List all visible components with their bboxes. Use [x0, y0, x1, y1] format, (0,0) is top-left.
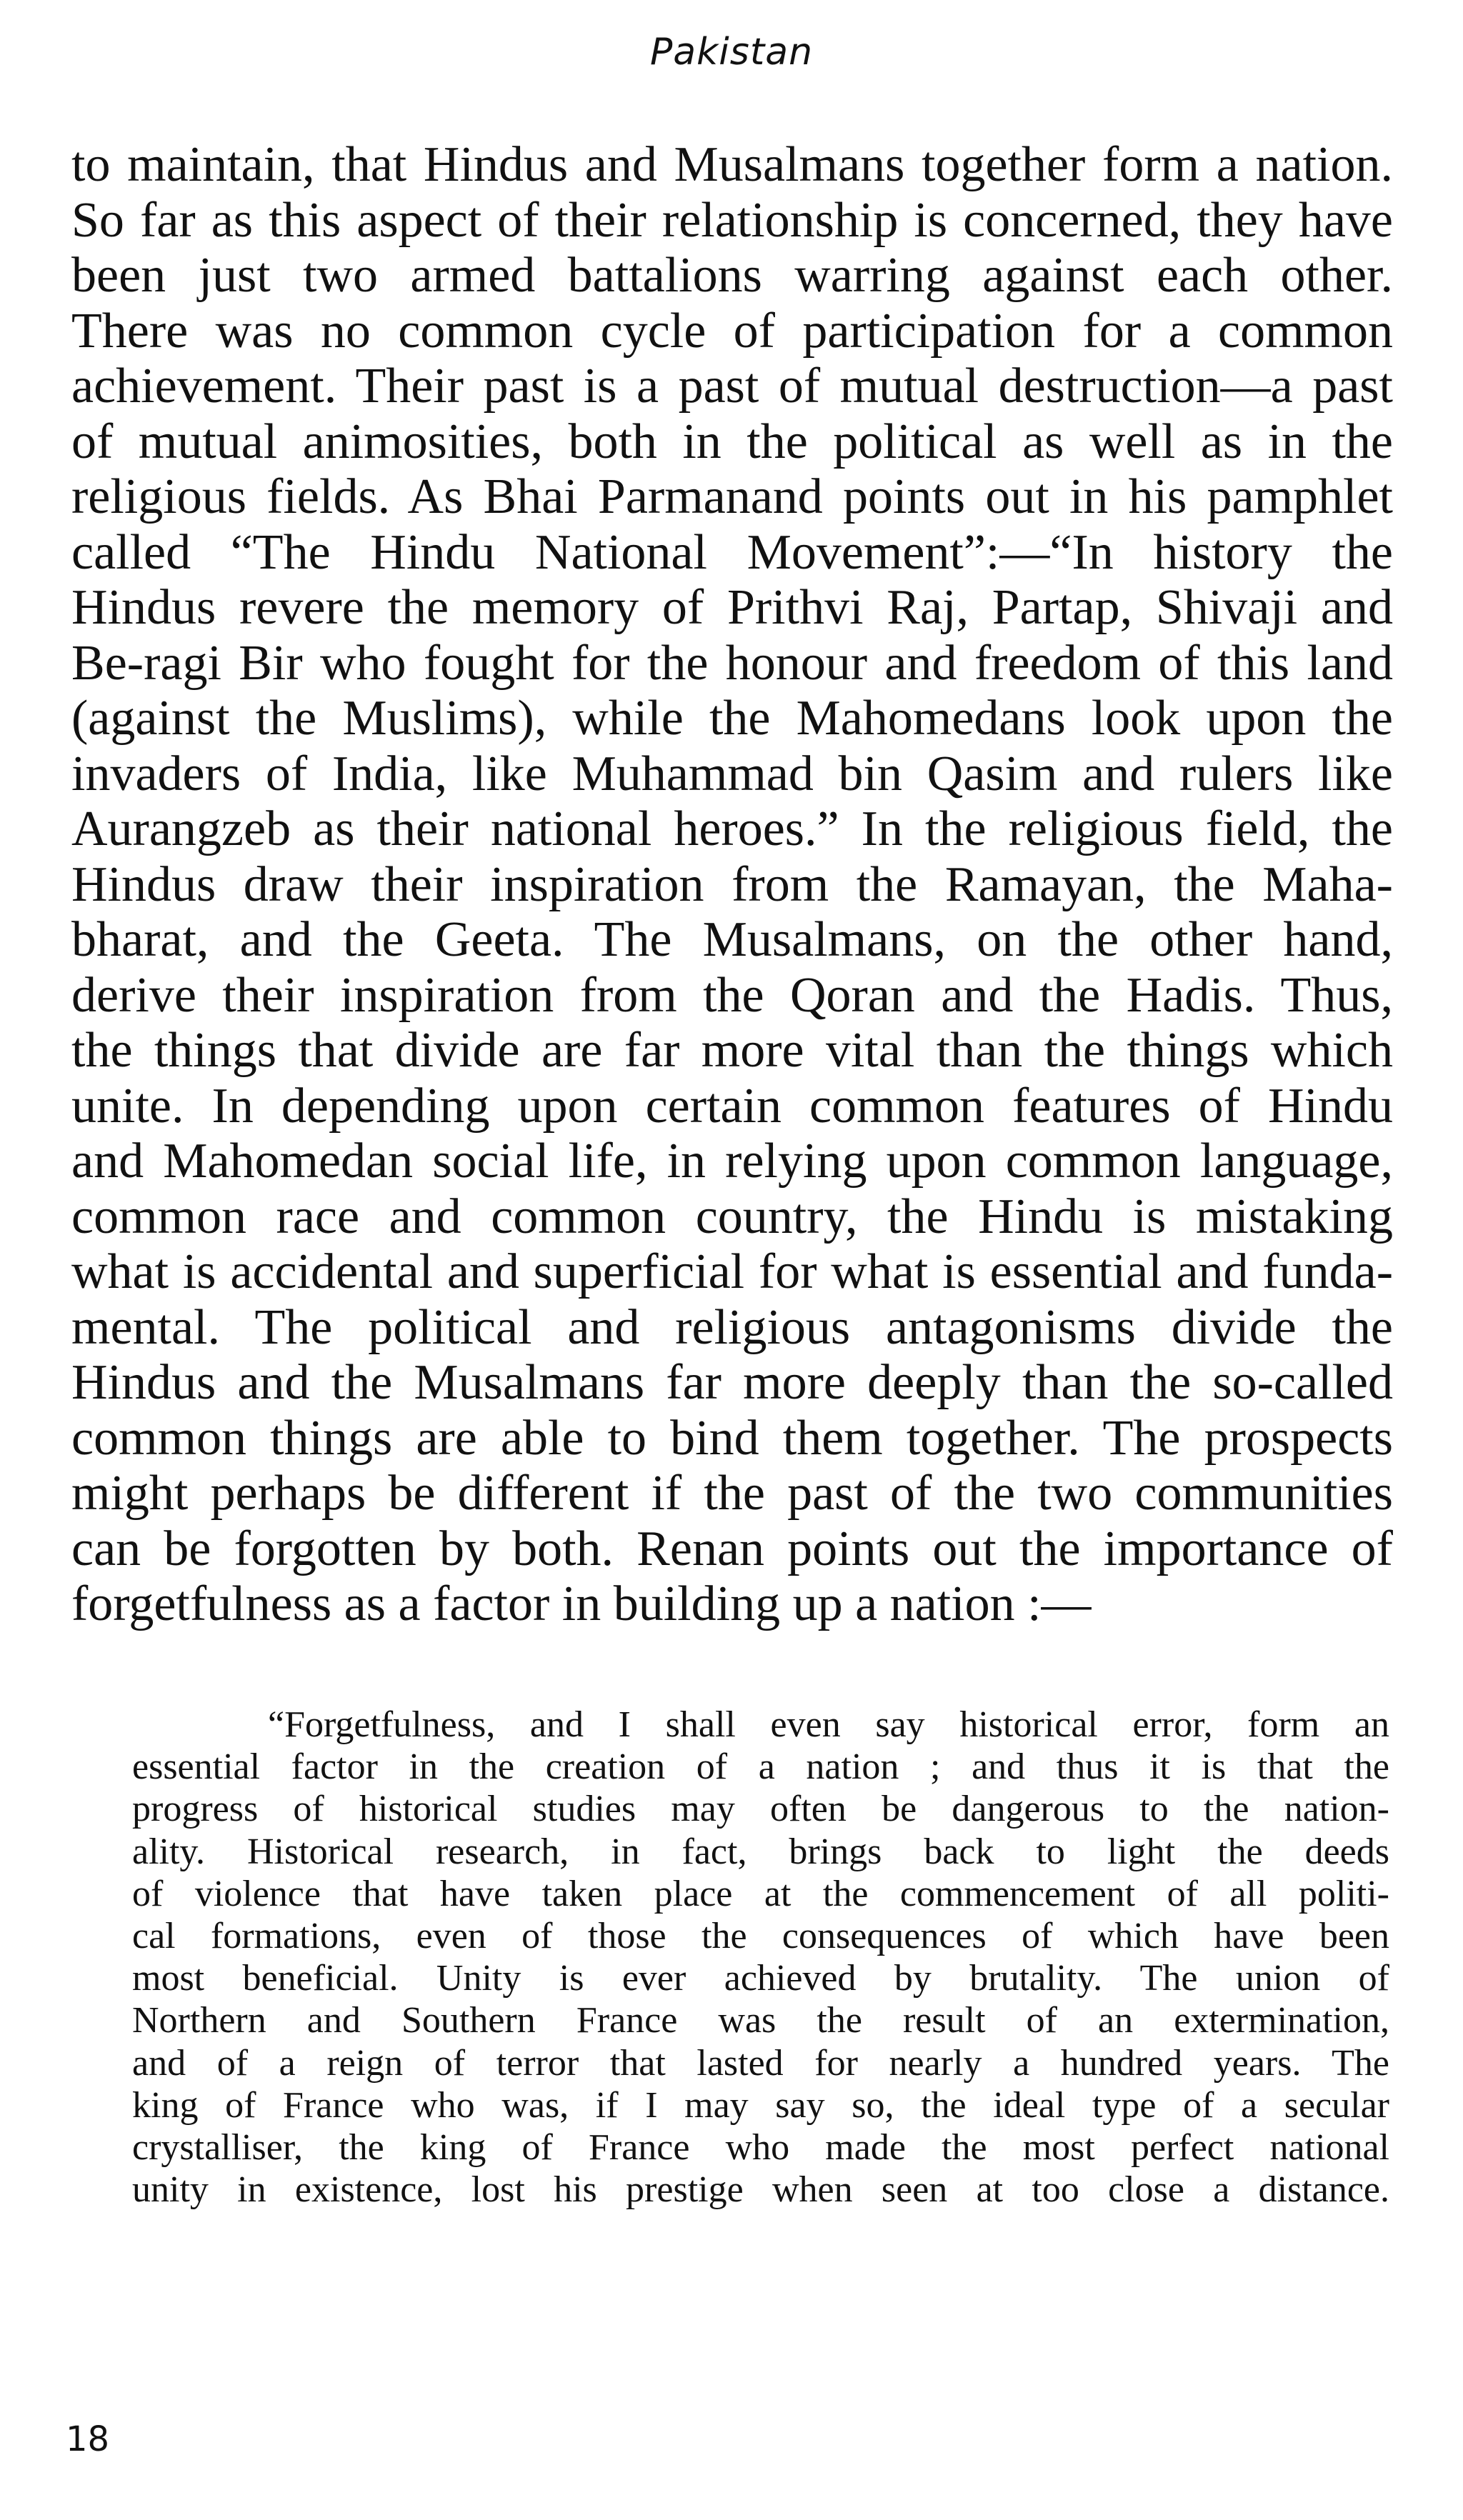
quote-line: Northern and Southern France was the result of an extermination, — [132, 2000, 1389, 2041]
body-line: bharat, and the Geeta. The Musalmans, on the other hand, — [71, 912, 1393, 967]
body-line: (against the Muslims), while the Mahomedans look upon the — [71, 691, 1393, 746]
body-paragraph — [71, 137, 1393, 1632]
body-line: to maintain, that Hindus and Musalmans together form a nation. — [71, 137, 1393, 192]
body-line: unite. In depending upon certain common features of Hindu — [71, 1078, 1393, 1134]
body-line: There was no common cycle of participation for a common — [71, 303, 1393, 359]
quote-line: essential factor in the creation of a nation ; and thus it is that the — [132, 1746, 1389, 1788]
body-line: been just two armed battalions warring against each other. — [71, 248, 1393, 303]
body-line: derive their inspiration from the Qoran and the Hadis. Thus, — [71, 967, 1393, 1023]
quote-line: progress of historical studies may often be dangerous to the nation- — [132, 1789, 1389, 1830]
body-line: and Mahomedan social life, in relying upon common language, — [71, 1134, 1393, 1189]
quote-line: most beneficial. Unity is ever achieved by brutality. The union of — [132, 1958, 1389, 1999]
body-line: Hindus and the Musalmans far more deeply than the so-called — [71, 1355, 1393, 1410]
body-line: So far as this aspect of their relationship is concerned, they have — [71, 192, 1393, 248]
quote-line: crystalliser, the king of France who made the most perfect national — [132, 2126, 1389, 2168]
block-quote — [132, 1704, 1389, 2211]
running-head: Pakistan — [649, 31, 814, 74]
quote-line: cal formations, even of those the consequences of which have been — [132, 1915, 1389, 1956]
body-line: Hindus revere the memory of Prithvi Raj, Partap, Shivaji and — [71, 580, 1393, 635]
body-line: common race and common country, the Hindu is mistaking — [71, 1189, 1393, 1244]
quote-line: unity in existence, lost his prestige when seen at too close a distance. — [132, 2169, 1389, 2211]
quote-line: ality. Historical research, in fact, brings back to light the deeds — [132, 1831, 1389, 1872]
quote-line: “Forgetfulness, and I shall even say historical error, form an — [268, 1704, 1389, 1745]
body-line: achievement. Their past is a past of mutual destruction—a past — [71, 359, 1393, 414]
body-line: what is accidental and superficial for what is essential and funda- — [71, 1244, 1393, 1299]
body-line: Be-ragi Bir who fought for the honour and freedom of this land — [71, 635, 1393, 691]
body-line: common things are able to bind them together. The prospects — [71, 1410, 1393, 1466]
body-line: can be forgotten by both. Renan points out the importance of — [71, 1521, 1393, 1576]
body-line: Aurangzeb as their national heroes.” In the religious field, the — [71, 801, 1393, 856]
quote-line: king of France who was, if I may say so, the ideal type of a secular — [132, 2084, 1389, 2126]
body-line: religious fields. As Bhai Parmanand points out in his pamphlet — [71, 469, 1393, 524]
body-line: of mutual animosities, both in the political as well as in the — [71, 414, 1393, 469]
body-line: Hindus draw their inspiration from the Ramayan, the Maha- — [71, 856, 1393, 912]
body-line: forgetfulness as a factor in building up a nation :— — [71, 1576, 1092, 1631]
body-line: mental. The political and religious antagonisms divide the — [71, 1299, 1393, 1355]
quote-line: of violence that have taken place at the commencement of all politi- — [132, 1873, 1389, 1914]
body-line: the things that divide are far more vital than the things which — [71, 1023, 1393, 1078]
body-line: invaders of India, like Muhammad bin Qasim and rulers like — [71, 746, 1393, 801]
body-line: called “The Hindu National Movement”:—“In history the — [71, 524, 1393, 580]
body-line: might perhaps be different if the past of the two communities — [71, 1466, 1393, 1521]
page-number: 18 — [66, 2419, 110, 2459]
quote-line: and of a reign of terror that lasted for nearly a hundred years. The — [132, 2042, 1389, 2084]
